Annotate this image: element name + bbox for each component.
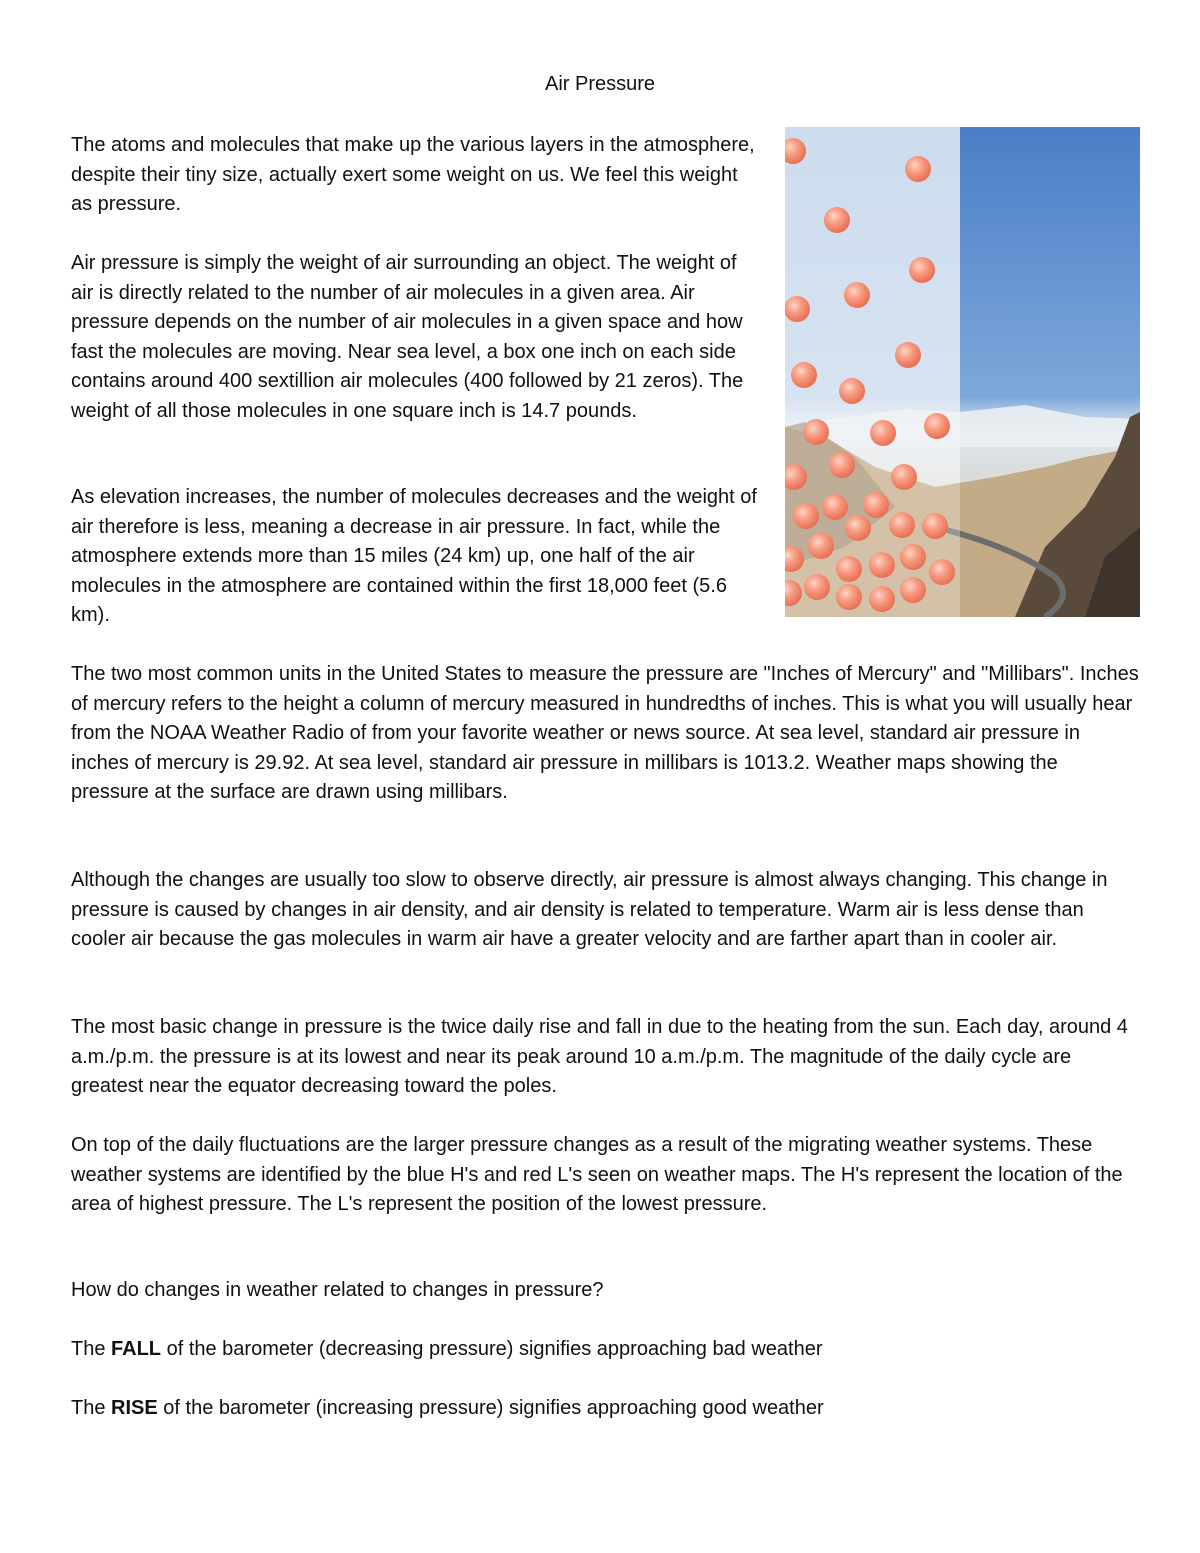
molecule <box>869 586 895 612</box>
paragraph-weather-systems: On top of the daily fluctuations are the larger pressure changes as a result of the migrating weather systems. These weather systems are identified by the blue H's and red L's seen on weather maps. The H's represent the location of the area of highest pressure. The L's represent the position of the lowest pressure. <box>71 1134 1123 1216</box>
paragraph-density: Although the changes are usually too slow to observe directly, air pressure is almost always changing. This change in pressure is caused by changes in air density, and air density is related to temperature. Warm air is less dense than cooler air because the gas molecules in warm air have a greater velocity and are farther apart than in cooler air. <box>71 869 1108 951</box>
molecule <box>793 503 819 529</box>
molecule <box>839 378 865 404</box>
fall-suffix: of the barometer (decreasing pressure) signifies approaching bad weather <box>161 1338 823 1360</box>
molecule <box>922 513 948 539</box>
molecule <box>804 574 830 600</box>
molecule <box>808 533 834 559</box>
paragraph-units: The two most common units in the United States to measure the pressure are "Inches of Mercury" and "Millibars". Inches of mercury refers to the height a column of mercury measured in hundredths of inches. This is what you will usually hear from the NOAA Weather Radio of from your favorite weather or news source. At sea level, standard air pressure in inches of mercury is 29.92. At sea level, standard air pressure in millibars is 1013.2. Weather maps showing the pressure at the surface are drawn using millibars. <box>71 663 1139 804</box>
page-title: Air Pressure <box>544 73 656 95</box>
molecule <box>844 282 870 308</box>
molecule <box>836 584 862 610</box>
molecule <box>863 492 889 518</box>
molecule <box>791 362 817 388</box>
fall-keyword: FALL <box>111 1338 162 1360</box>
molecule <box>870 420 896 446</box>
molecule <box>891 464 917 490</box>
paragraph-definition: Air pressure is simply the weight of air surrounding an object. The weight of air is directly related to the number of air molecules in a given area. Air pressure depends on the number of air molecules in a given space and how fast the molecules are moving. Near sea level, a box one inch on each side contains around 400 sextillion air molecules (400 followed by 21 zeros). The weight of all those molecules in one square inch is 14.7 pounds. <box>71 252 744 422</box>
molecule <box>924 413 950 439</box>
molecule <box>909 257 935 283</box>
rise-prefix: The <box>71 1397 112 1419</box>
molecule <box>895 342 921 368</box>
molecule <box>822 494 848 520</box>
paragraph-daily-cycle: The most basic change in pressure is the twice daily rise and fall in due to the heating from the sun. Each day, around 4 a.m./p.m. the pressure is at its lowest and near its peak around 10 a.m./p.m. The magnitude of the daily cycle are greatest near the equator decreasing toward the poles. <box>71 1016 1128 1098</box>
molecule <box>905 156 931 182</box>
molecule <box>824 207 850 233</box>
molecule <box>900 577 926 603</box>
rise-keyword: RISE <box>111 1397 158 1419</box>
paragraph-intro: The atoms and molecules that make up the various layers in the atmosphere, despite their tiny size, actually exert some weight on us. We feel this weight as pressure. <box>71 134 755 216</box>
molecule <box>869 552 895 578</box>
molecule <box>836 556 862 582</box>
rise-suffix: of the barometer (increasing pressure) signifies approaching good weather <box>157 1397 824 1419</box>
fall-prefix: The <box>71 1338 112 1360</box>
air-molecules-illustration <box>785 127 1140 617</box>
question-heading: How do changes in weather related to changes in pressure? <box>71 1279 604 1301</box>
molecule <box>889 512 915 538</box>
paragraph-elevation: As elevation increases, the number of molecules decreases and the weight of air therefore is less, meaning a decrease in air pressure. In fact, while the atmosphere extends more than 15 miles (24 km) up, one half of the air molecules in the atmosphere are contained within the first 18,000 feet (5.6 km). <box>71 486 757 627</box>
molecule <box>803 419 829 445</box>
molecule <box>900 544 926 570</box>
molecule <box>929 559 955 585</box>
fall-statement <box>71 1335 1139 1365</box>
molecule <box>829 452 855 478</box>
molecule <box>785 296 810 322</box>
rise-statement <box>71 1394 1139 1424</box>
molecule <box>845 515 871 541</box>
illustration-svg <box>785 127 1140 617</box>
